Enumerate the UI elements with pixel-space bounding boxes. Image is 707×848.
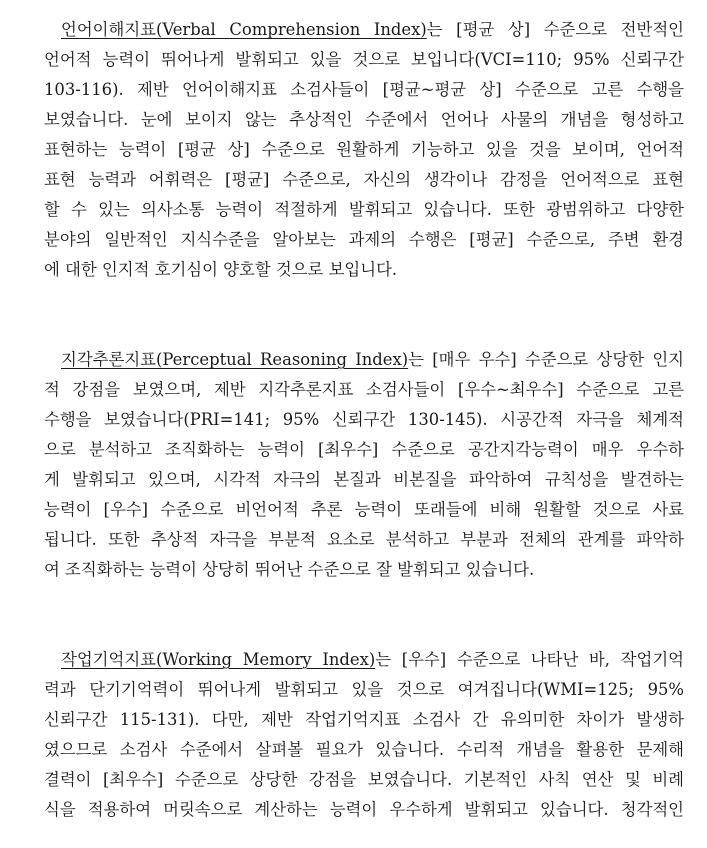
paragraph-line: 표현하는 능력이 [평균 상] 수준으로 원활하게 기능하고 있을 것을 보이며, 언어적	[44, 140, 684, 159]
paragraph-line: 분야의 일반적인 지식수준을 알아보는 과제의 수행은 [평균] 수준으로, 주변 환경	[44, 230, 684, 249]
paragraph-line: 게 발휘되고 있으며, 시각적 자극의 본질과 비본질을 파악하여 규칙성을 발견하는	[44, 470, 684, 489]
paragraph-line: 언어적 능력이 뛰어나게 발휘되고 있을 것으로 보입니다(VCI=110; 95% 신뢰구간	[44, 50, 684, 69]
paragraph-line: 작업기억지표(Working Memory Index)는 [우수] 수준으로 나타난 바, 작업기억	[61, 650, 684, 669]
index-term: 작업기억지표(Working Memory Index)	[61, 650, 376, 669]
paragraph-line: 적 강점을 보였으며, 제반 지각추론지표 소검사들이 [우수~최우수] 수준으로 고른	[44, 380, 684, 399]
paragraph-line: 으로 분석하고 조직화하는 능력이 [최우수] 수준으로 공간지각능력이 매우 우수하	[44, 440, 684, 459]
paragraph-line: 언어이해지표(Verbal Comprehension Index)는 [평균 상] 수준으로 전반적인	[61, 20, 684, 39]
index-term: 언어이해지표(Verbal Comprehension Index)	[61, 20, 427, 39]
index-term: 지각추론지표(Perceptual Reasoning Index)	[61, 350, 409, 369]
paragraph-line: 능력이 [우수] 수준으로 비언어적 추론 능력이 또래들에 비해 원활할 것으로 사료	[44, 500, 684, 519]
paragraph-line: 여 조직화하는 능력이 상당히 뛰어난 수준으로 잘 발휘되고 있습니다.	[44, 560, 535, 579]
paragraph-line: 할 수 있는 의사소통 능력이 적절하게 발휘되고 있습니다. 또한 광범위하고 다양한	[44, 200, 684, 219]
paragraph-line: 력과 단기기억력이 뛰어나게 발휘되고 있을 것으로 여겨집니다(WMI=125; 95%	[44, 680, 684, 699]
paragraph-line: 됩니다. 또한 추상적 자극을 부분적 요소로 분석하고 부분과 전체의 관계를 파악하	[44, 530, 684, 549]
paragraph-line: 수행을 보였습니다(PRI=141; 95% 신뢰구간 130-145). 시공간적 자극을 체계적	[44, 410, 684, 429]
paragraph-line: 결력이 [최우수] 수준으로 상당한 강점을 보였습니다. 기본적인 사칙 연산 및 비례	[44, 770, 684, 789]
paragraph-line: 에 대한 인지적 호기심이 양호할 것으로 보입니다.	[44, 260, 398, 279]
paragraph-line: 신뢰구간 115-131). 다만, 제반 작업기억지표 소검사 간 유의미한 차이가 발생하	[44, 710, 684, 729]
paragraph-line: 표현 능력과 어휘력은 [평균] 수준으로, 자신의 생각이나 감정을 언어적으로 표현	[44, 170, 684, 189]
paragraph-line: 103-116). 제반 언어이해지표 소검사들이 [평균~평균 상] 수준으로 고른 수행을	[44, 80, 684, 99]
paragraph-line: 식을 적용하여 머릿속으로 계산하는 능력이 우수하게 발휘되고 있습니다. 청각적인	[44, 800, 684, 819]
paragraph-line: 지각추론지표(Perceptual Reasoning Index)는 [매우 우수] 수준으로 상당한 인지	[61, 350, 684, 369]
paragraph-line: 였으므로 소검사 수준에서 살펴볼 필요가 있습니다. 수리적 개념을 활용한 문제해	[44, 740, 684, 759]
paragraph-line: 보였습니다. 눈에 보이지 않는 추상적인 수준에서 언어나 사물의 개념을 형성하고	[44, 110, 684, 129]
